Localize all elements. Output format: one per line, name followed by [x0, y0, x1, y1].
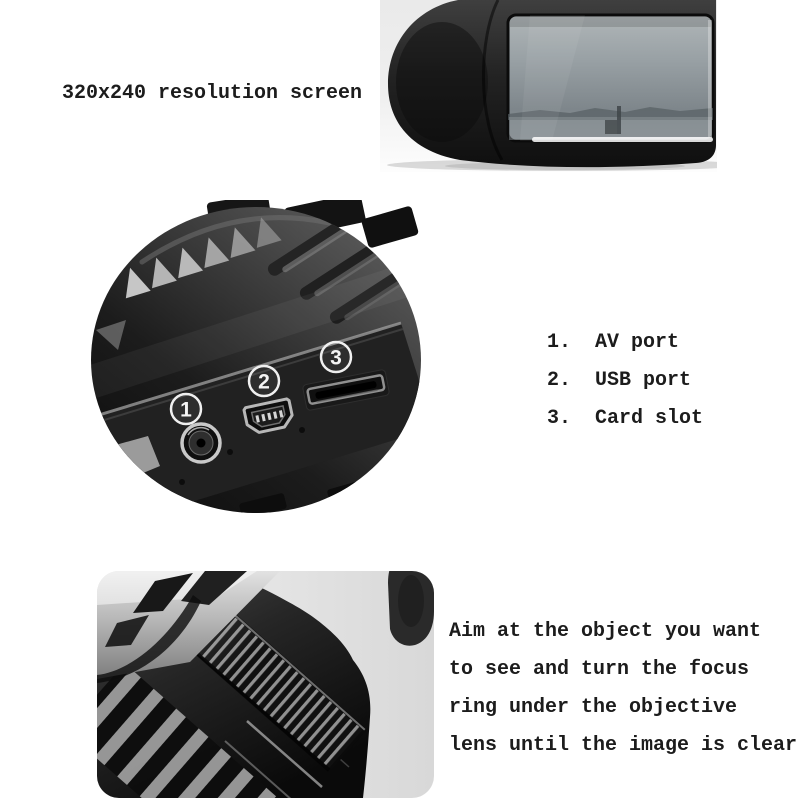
- svg-text:2: 2: [258, 370, 270, 394]
- instruction-line: to see and turn the focus: [449, 658, 750, 681]
- lens-photo: [97, 571, 434, 798]
- screen-glass: [508, 15, 713, 142]
- focus-instructions: [449, 613, 797, 765]
- av-port: [182, 424, 220, 462]
- port-list-item-card: 3. Card slot: [547, 407, 704, 430]
- svg-text:1: 1: [180, 398, 192, 422]
- screen-photo: [380, 0, 717, 172]
- callout-3-badge: [321, 342, 351, 372]
- port-legend: [547, 324, 703, 438]
- instruction-line: Aim at the object you want: [449, 620, 762, 643]
- svg-text:3: 3: [330, 346, 342, 370]
- instruction-line: lens until the image is clear: [449, 734, 798, 757]
- instruction-line: ring under the objective: [449, 696, 738, 719]
- eyepiece-shading: [396, 22, 488, 142]
- port-list-item-av: 1. AV port: [547, 331, 680, 354]
- ports-photo: [90, 200, 430, 520]
- callout-1-badge: [171, 394, 201, 424]
- port-list-item-usb: 2. USB port: [547, 369, 692, 392]
- screen-resolution-caption: 320x240 resolution screen: [62, 82, 363, 105]
- callout-2-badge: [249, 366, 279, 396]
